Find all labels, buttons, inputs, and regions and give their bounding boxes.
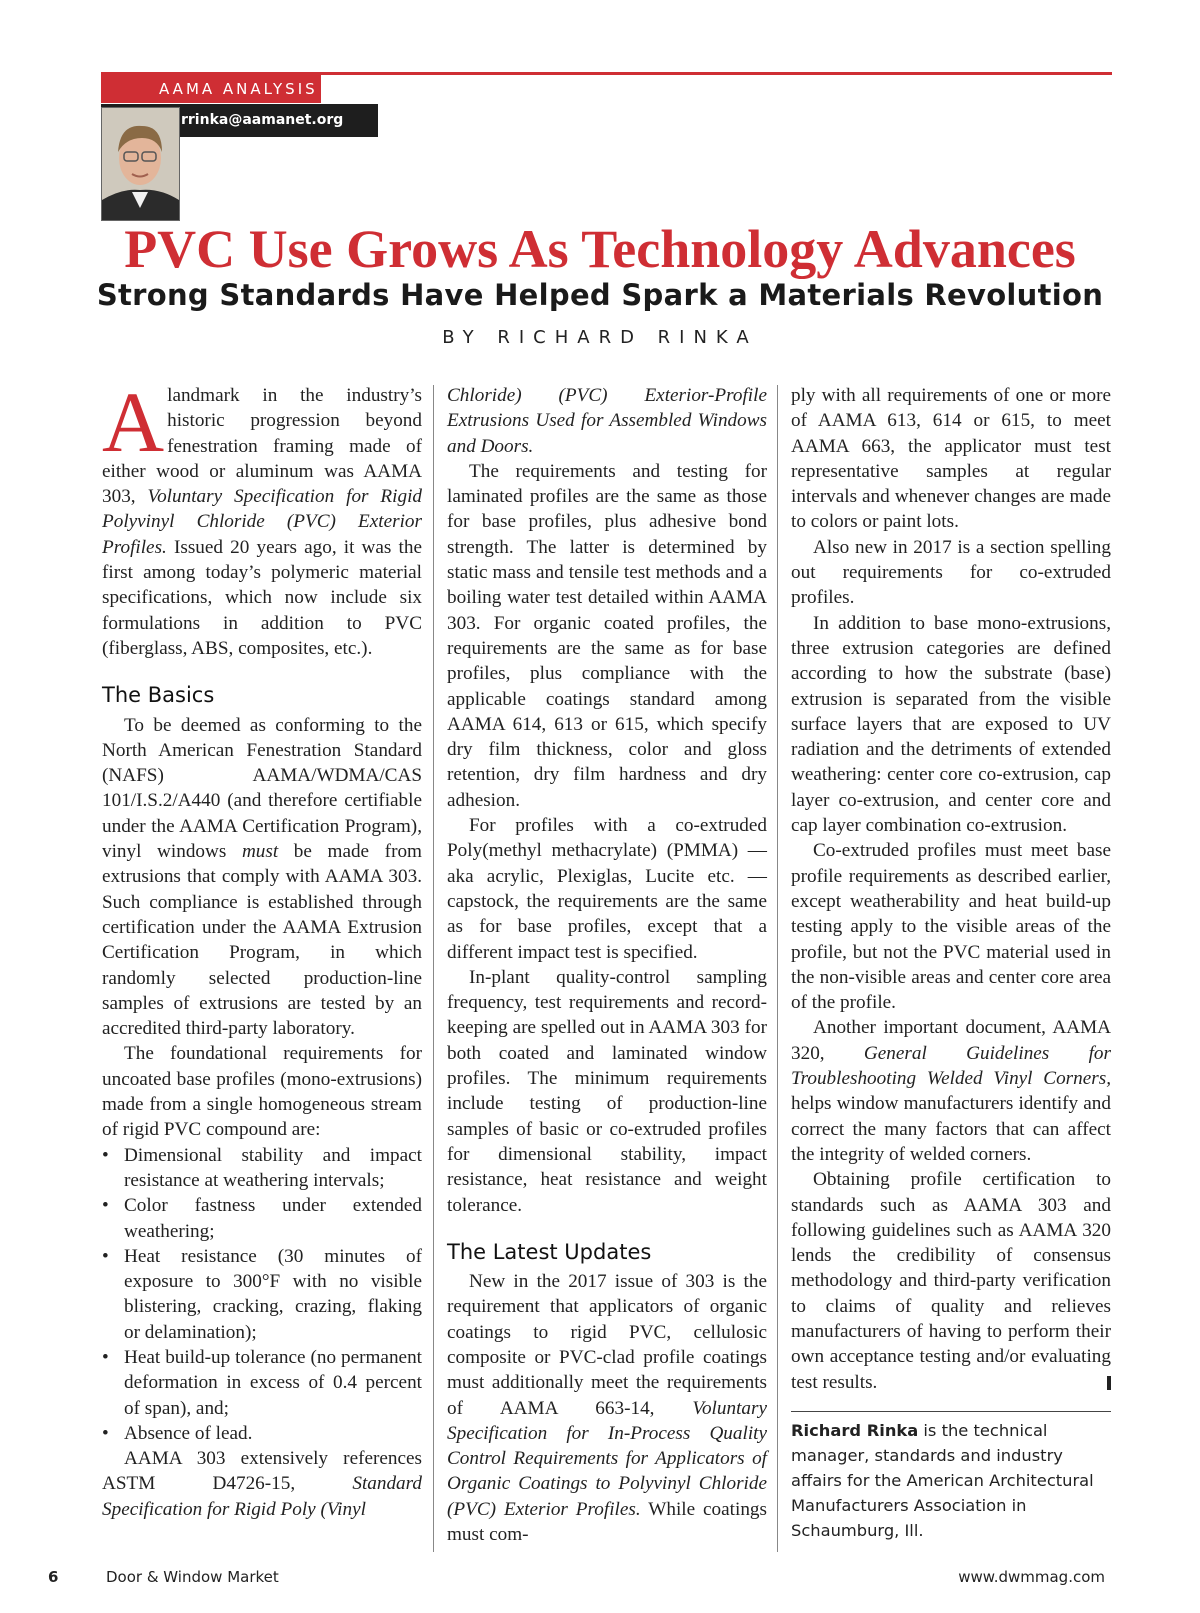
author-bio — [791, 1411, 1111, 1543]
text: Issued 20 years ago, it was the first among today’s polymeric material specifications, which now include six formulations in addition to PVC (fiberglass, ABS, composites, etc.). — [102, 536, 422, 659]
section-heading: The Basics — [102, 683, 215, 708]
paragraph: In-plant quality-control sampling frequency, test requirements and record-keeping are spelled out in AAMA 303 for both coated and laminated window profiles. The minimum requirements include testing of production-line samples of basic or co-extruded profiles for dimensional stability, impact resistance, heat resistance and weight tolerance. — [447, 966, 767, 1216]
requirements-list — [102, 1143, 422, 1447]
author-photo — [101, 107, 180, 221]
section-label-bar — [101, 75, 321, 103]
byline: BY RICHARD RINKA — [442, 327, 758, 348]
page-number: 6 — [48, 1568, 59, 1586]
text: landmark in the industry’s historic progression beyond fenestration framing made of either wood or aluminum was AAMA 303, — [102, 385, 422, 508]
website-link[interactable]: www.dwmmag.com — [958, 1568, 1105, 1586]
column-divider — [433, 385, 434, 1552]
text: While coatings must com- — [447, 1498, 767, 1546]
column-1 — [102, 374, 423, 1522]
paragraph — [447, 1269, 767, 1547]
text: Obtaining profile certification to standards such as AAMA 303 and following guidelines such as AAMA 320 lends the credibility of consensus methodology and third-party verification to claims of quality and relieves manufacturers of having to perform their own acceptance testing and/or evaluating test results. — [791, 1169, 1111, 1393]
section-label: AAMA ANALYSIS — [159, 80, 318, 98]
paragraph — [791, 1167, 1111, 1395]
paragraph: ply with all requirements of one or more of AAMA 613, 614 or 615, to meet AAMA 663, the applicator must test representative samples at regular intervals and whenever changes are made to colors or paint lots. — [791, 385, 1111, 533]
column-3 — [791, 383, 1111, 1543]
paragraph: Also new in 2017 is a section spelling out requirements for co-extruded profiles. — [791, 536, 1111, 609]
italic-text: Voluntary Specification for In-Process Quality Control Requirements for Applicators of Organic Coatings to Polyvinyl Chloride (PVC) Exterior Profiles. — [447, 1397, 767, 1520]
column-2 — [447, 383, 767, 1547]
paragraph: The foundational requirements for uncoated base profiles (mono-extrusions) made from a single homogeneous stream of rigid PVC compound are: — [102, 1043, 422, 1141]
paragraph: The requirements and testing for laminated profiles are the same as those for base profiles, plus adhesive bond strength. The latter is determined by static mass and tensile test methods and a boiling water test detailed within AAMA 303. For organic coated profiles, the requirements are the same as for base profiles, plus compliance with the applicable coatings standard among AAMA 614, 613 or 615, which specify dry film thickness, color and gloss retention, dry film hardness and dry adhesion. — [447, 460, 767, 811]
paragraph — [791, 1015, 1111, 1167]
paragraph: Co-extruded profiles must meet base profile requirements as described earlier, except weatherability and heat build-up testing apply to the visible areas of the profile, but not the PVC material used in the non-visible areas and center core area of the profile. — [791, 840, 1111, 1014]
author-email[interactable]: rrinka@aamanet.org — [181, 112, 344, 128]
intro-paragraph — [102, 374, 423, 661]
paragraph — [102, 1446, 422, 1522]
article-title: PVC Use Grows As Technology Advances — [124, 219, 1076, 279]
list-item: • Heat resistance (30 minutes of exposure to 300°F with no visible blistering, cracking, crazing, flaking or delamination); — [102, 1244, 422, 1345]
italic-text: General Guidelines for Troubleshooting Welded Vinyl Corners, — [791, 1042, 1111, 1090]
paragraph: For profiles with a co-extruded Poly(methyl methacrylate) (PMMA) —aka acrylic, Plexiglas, Lucite etc. — capstock, the requirements are the same as for base profiles, except that a different impact test is specified. — [447, 815, 767, 963]
italic-text: Standard Specification for Rigid Poly (Vinyl — [102, 1473, 422, 1520]
italic-text: must — [241, 841, 279, 863]
list-item: • Absence of lead. — [102, 1421, 422, 1446]
italic-text: Chloride) (PVC) Exterior-Profile Extrusions Used for Assembled Windows and Doors. — [447, 385, 767, 457]
column-divider — [777, 385, 778, 1552]
list-item: • Color fastness under extended weathering; — [102, 1193, 422, 1244]
text: helps window manufacturers identify and correct the many factors that can affect the integrity of welded corners. — [791, 1093, 1111, 1165]
publication-name: Door & Window Market — [106, 1568, 279, 1586]
end-mark — [1107, 1376, 1111, 1390]
list-item: • Dimensional stability and impact resistance at weathering intervals; — [102, 1143, 422, 1194]
italic-text: Voluntary Specification for Rigid Polyvinyl Chloride (PVC) Exterior Profiles. — [102, 486, 423, 558]
text: New in the 2017 issue of 303 is the requirement that applicators of organic coatings to rigid PVC, cellulosic composite or PVC-clad profile coatings must additionally meet the requirements of AAMA 663-14, — [447, 1271, 767, 1419]
paragraph — [447, 383, 767, 459]
section-heading: The Latest Updates — [447, 1239, 652, 1264]
text: To be deemed as conforming to the North American Fenestration Standard (NAFS) AAMA/WDMA/CAS 101/I.S.2/A440 (and therefore certifiable under the AAMA Certification Program), vinyl windows — [102, 714, 422, 863]
drop-cap: A — [102, 374, 165, 470]
paragraph: In addition to base mono-extrusions, three extrusion categories are defined according to how the substrate (base) extrusion is separated from the visible surface layers that are exposed to UV radiation and the detriments of extended weathering: center core co-extrusion, cap layer co-extrusion, and center core and cap layer combination co-extrusion. — [791, 612, 1111, 837]
text: be made from extrusions that comply with AAMA 303. Such compliance is established through certification under the AAMA Extrusion Certification Program, in which randomly selected production-line samples of extrusions are tested by an accredited third-party laboratory. — [102, 841, 422, 1040]
list-item: • Heat build-up tolerance (no permanent deformation in excess of 0.4 percent of span), and; — [102, 1345, 422, 1421]
article-subtitle: Strong Standards Have Helped Spark a Materials Revolution — [96, 278, 1104, 312]
bio-name: Richard Rinka — [791, 1420, 919, 1440]
paragraph — [102, 713, 422, 1042]
text: Another important document, AAMA 320, — [791, 1017, 1111, 1064]
text: AAMA 303 extensively references ASTM D4726-15, — [102, 1448, 422, 1495]
bio-text: is the technical manager, standards and industry affairs for the American Architectural Manufacturers Association in Schaumburg, Ill. — [791, 1420, 1094, 1540]
